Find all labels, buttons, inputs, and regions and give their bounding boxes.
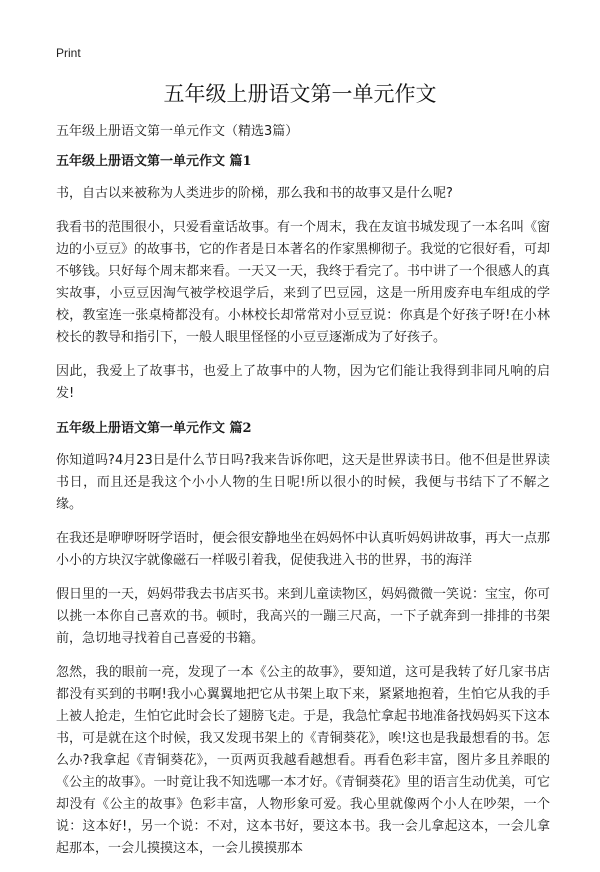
document-subtitle: 五年级上册语文第一单元作文（精选3篇） [56,124,299,139]
print-link[interactable]: Print [56,46,81,60]
section-heading: 五年级上册语文第一单元作文 篇2 [56,421,252,436]
paragraph: 因此，我爱上了故事书，也爱上了故事中的人物，因为它们能让我得到非同凡响的启发! [56,364,550,401]
essay-section-1 [56,150,550,405]
section-heading: 五年级上册语文第一单元作文 篇1 [56,154,252,169]
paragraph: 我看书的范围很小，只爱看童话故事。有一个周末，我在友谊书城发现了一本名叫《窗边的小豆豆》的故事书，它的作者是日本著名的作家黑柳彻子。我觉的它很好看，可却不够钱。只好每个周末都来看。一天又一天，我终于看完了。书中讲了一个很感人的真实故事，小豆豆因淘气被学校退学后，来到了巴豆园，这是一所用废弃电车组成的学校，教室连一张桌椅都没有。小林校长却常常对小豆豆说：你真是个好孩子呀!在小林校长的教导和指引下，一般人眼里怪怪的小豆豆逐渐成为了好孩子。 [56,220,551,345]
paragraph: 在我还是咿咿呀呀学语时，便会很安静地坐在妈妈怀中认真听妈妈讲故事，再大一点那小小的方块汉字就像磁石一样吸引着我，促使我进入书的世界，书的海洋 [56,531,551,568]
paragraph: 书，自古以来被称为人类进步的阶梯，那么我和书的故事又是什么呢? [56,186,453,201]
paragraph: 忽然，我的眼前一亮，发现了一本《公主的故事》，要知道，这可是我转了好几家书店都没有买到的书啊!我小心翼翼地把它从书架上取下来，紧紧地抱着，生怕它从我的手上被人抢走，生怕它此时会长了翅膀飞走。于是，我急忙拿起书地准备找妈妈买下这本书，可是就在这个时候，我又发现书架上的《青铜葵花》，唉!这也是我最想看的书。怎么办?我拿起《青铜葵花》，一页两页我越看越想看。再看色彩丰富，图片多且养眼的《公主的故事》。一时竟让我不知选哪一本才好。《青铜葵花》里的语言生动优美，可它却没有《公主的故事》色彩丰富，人物形象可爱。我心里就像两个小人在吵架，一个说：这本好!，另一个说：不对，这本书好，要这本书。我一会儿拿起这本，一会儿拿起那本，一会儿摸摸这本，一会儿摸摸那本 [56,665,551,856]
paragraph: 你知道吗?4月23日是什么节日吗?我来告诉你吧，这天是世界读书日。他不但是世界读书日，而且还是我这个小小人物的生日呢!所以很小的时候，我便与书结下了不解之缘。 [56,453,550,512]
essay-section-2 [56,417,550,860]
document-content [56,150,550,872]
document-title: 五年级上册语文第一单元作文 [163,82,437,106]
paragraph: 假日里的一天，妈妈带我去书店买书。来到儿童读物区，妈妈微微一笑说：宝宝，你可以挑一本你自己喜欢的书。顿时，我高兴的一蹦三尺高，一下子就奔到一排排的书架前，急切地寻找着自己喜爱的书籍。 [56,587,551,646]
